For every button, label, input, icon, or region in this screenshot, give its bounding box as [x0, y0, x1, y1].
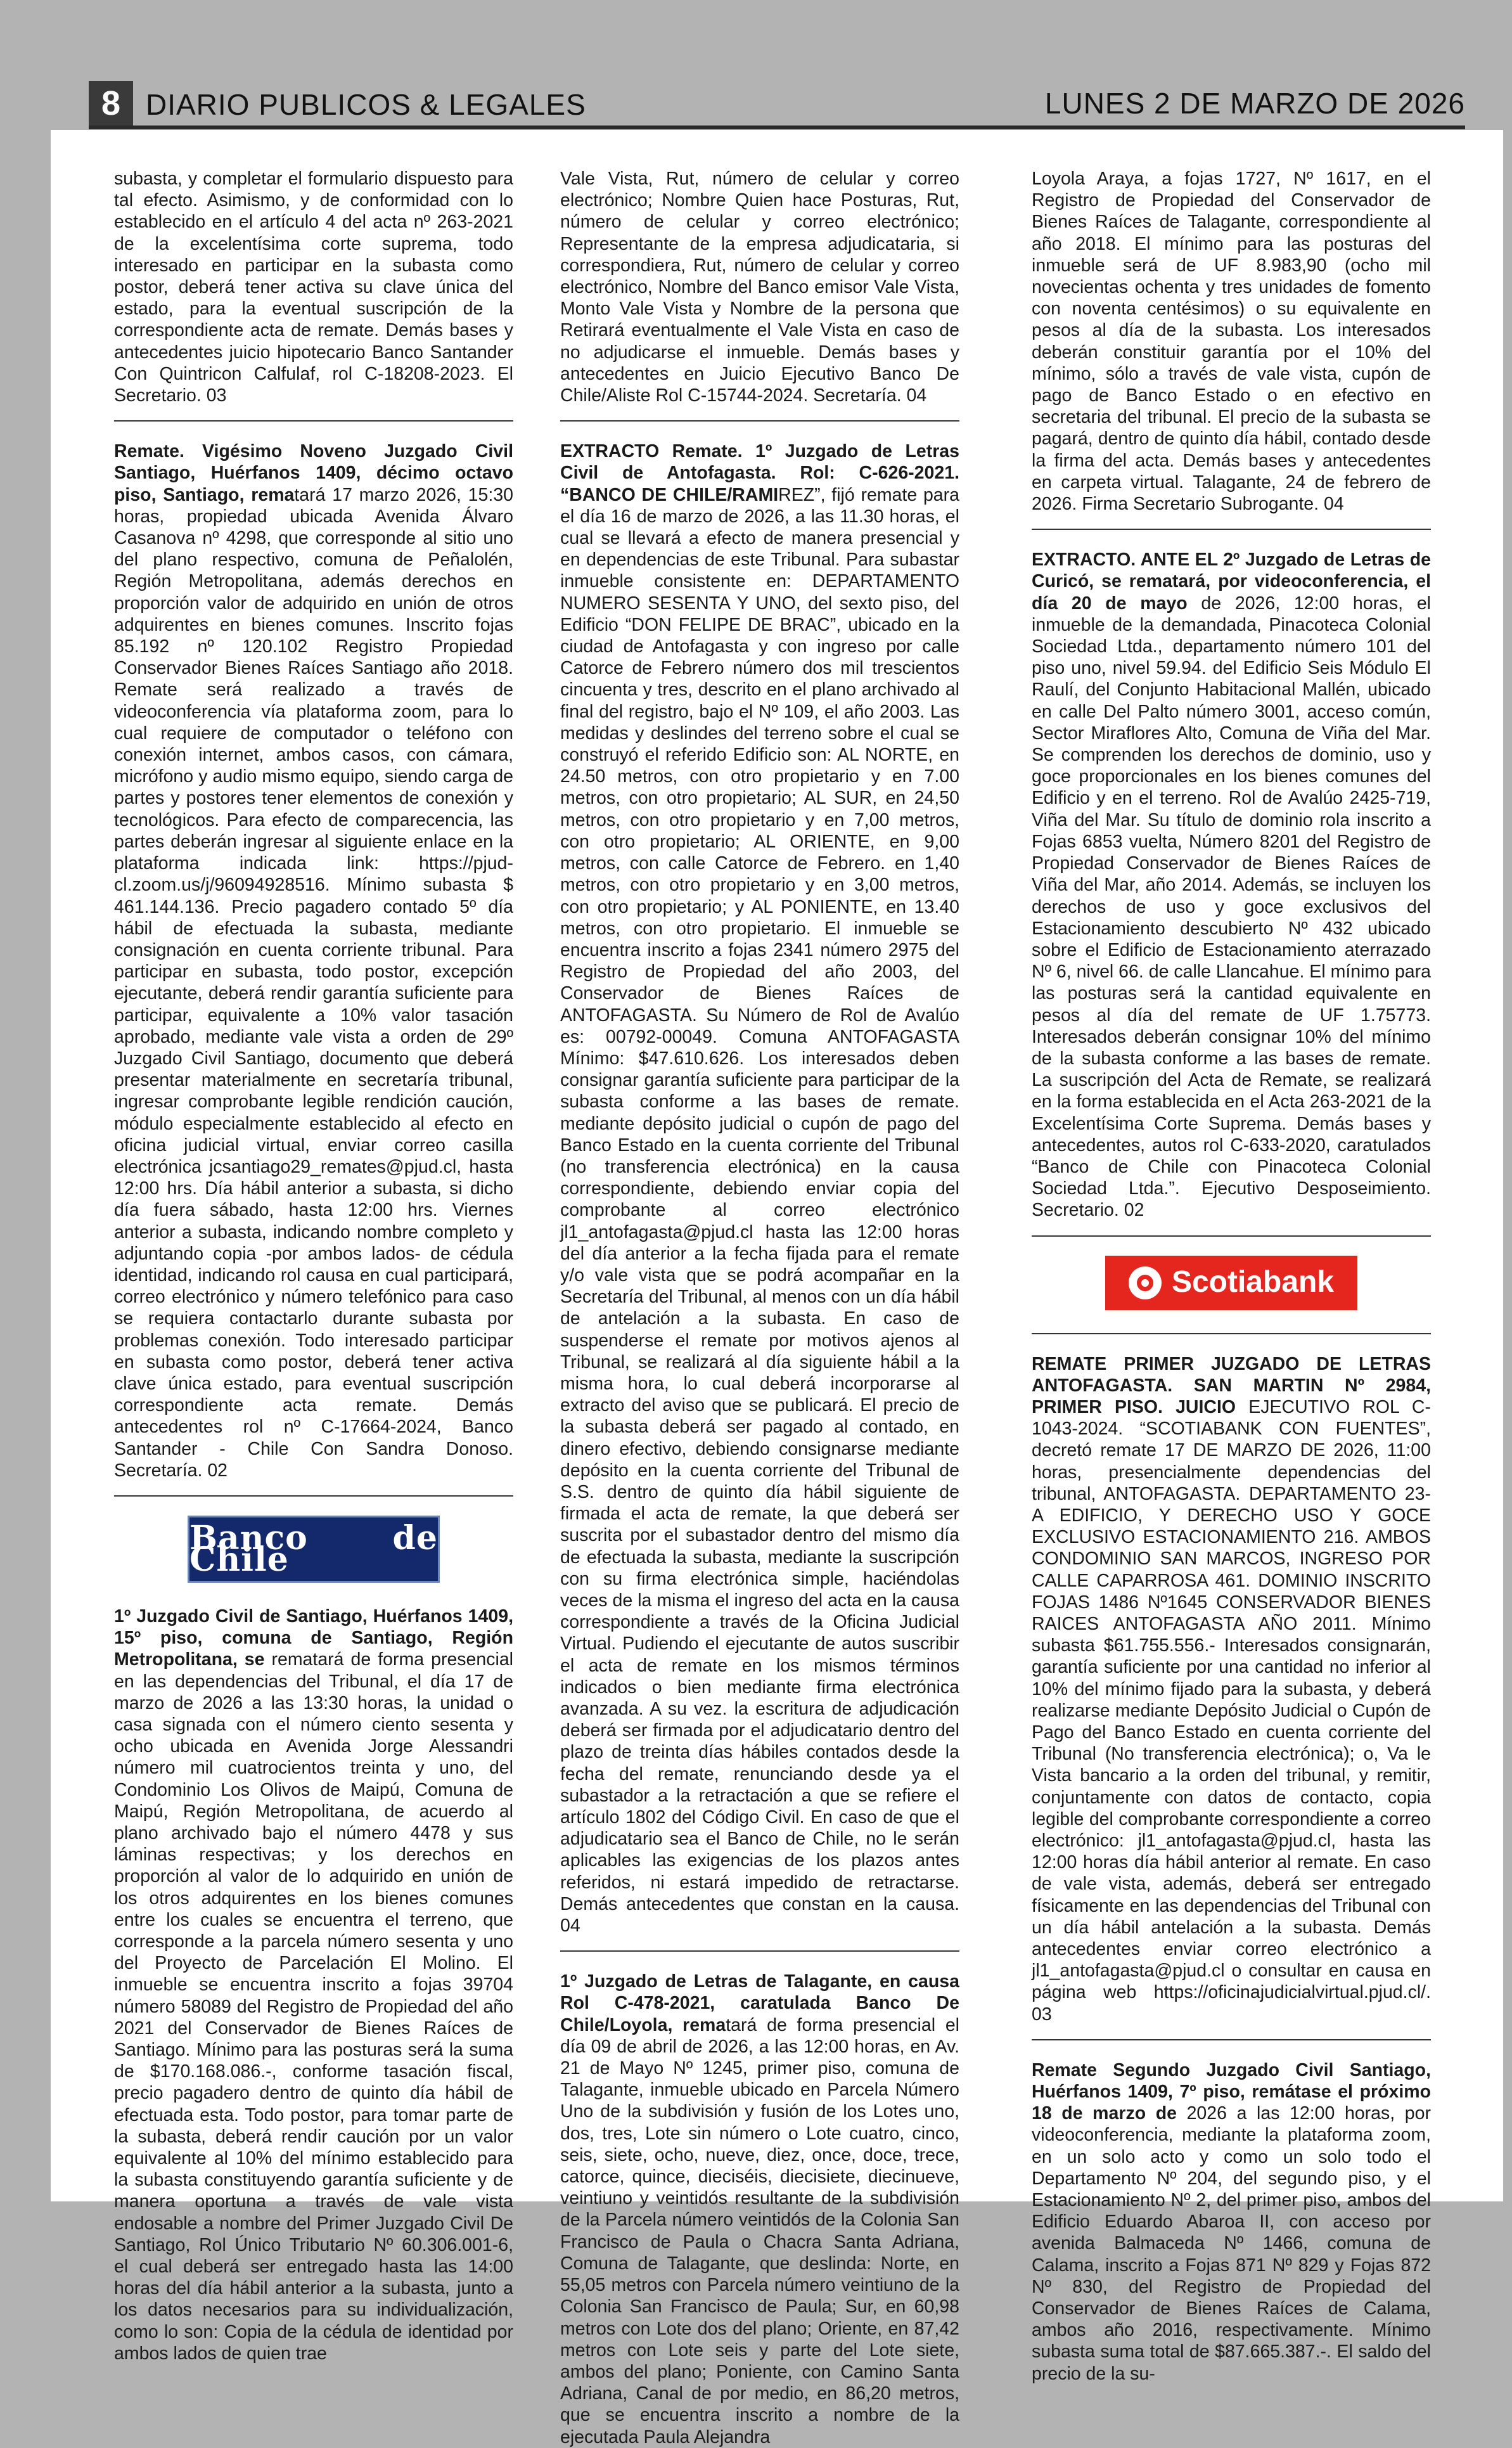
- banco-de-chile-logo-text: Banco de Chile: [189, 1518, 438, 1579]
- notice-extracto-curico: [1032, 549, 1431, 1221]
- notice-divider: [1032, 1333, 1431, 1334]
- notice-heading: 1º Juzgado de Letras de Talagante, en causa Rol C-478-2021, caratulada Banco De Chile/Loyola, rema: [560, 1971, 959, 2035]
- issue-date: LUNES 2 DE MARZO DE 2026: [1044, 87, 1465, 120]
- notice-continuation: subasta, y completar el formulario dispuesto para tal efecto. Asimismo, y de conformidad con lo establecido en el artículo 4 del acta nº 263-2021 de la excelentísima corte suprema, todo interesado en participar en la subasta como postor, deberá tener activa su clave única del estado, para la eventual suscripción de la correspondiente acta de remate. Demás bases y antecedentes juicio hipotecario Banco Santander Con Quintricon Calfulaf, rol C-18208-2023. El Secretario. 03: [114, 169, 513, 406]
- notice-heading: Remate. Vigésimo Noveno Juzgado Civil Santiago, Huérfanos 1409, décimo octavo piso, Santiago, rema: [114, 441, 513, 505]
- notice-divider: [1032, 529, 1431, 530]
- notice-extracto-antofagasta: [560, 441, 959, 1936]
- notice-divider: [1032, 2039, 1431, 2040]
- notice-remate-antofagasta-scotiabank: [1032, 1353, 1431, 2025]
- page-header: [89, 81, 1465, 126]
- newspaper-sheet: [51, 130, 1503, 2447]
- notice-divider: [560, 420, 959, 422]
- notice-body: rematará de forma presencial en las dependencias del Tribunal, el día 17 de marzo de 2026 a las 13:30 horas, la unidad o casa signada con el número ciento sesenta y ocho ubicada en Avenida Jorge Alessandri número mil cuatrocientos treinta y uno, del Condominio Los Olivos de Maipú, Comuna de Maipú, Región Metropolitana, de acuerdo al plano archivado bajo el número 4478 y sus láminas respectivas; y los derechos en proporción al valor de lo adquirido en unión de los otros adquirentes en los bienes comunes entre los cuales se encuentra el terreno, que corresponde a la parcela número sesenta y uno del Proyecto de Parcelación El Molino. El inmueble se encuentra inscrito a fojas 39704 número 58089 del Registro de Propiedad del año 2021 del Conservador de Bienes Raíces de Santiago. Mínimo para las posturas será la suma de $170.168.086.-, conforme tasación fiscal, precio pagadero dentro de quinto día hábil de efectuada esta. Todo postor, para tomar parte de la subasta, deberá rendir caución por un valor equivalente al 10% del mínimo establecido para la subasta constituyendo garantía suficiente y de manera oportuna a través de vale vista endosable a nombre del Primer Juzgado Civil De Santiago, Rol Único Tributario Nº 60.306.001-6, el cual deberá ser entregado hasta las 14:00 horas del día hábil anterior a la subasta, junto a los datos necesarios para su individualización, como lo son: Copia de la cédula de identidad por ambos lados de quien trae: [114, 1649, 514, 2364]
- notice-continuation: Loyola Araya, a fojas 1727, Nº 1617, en el Registro de Propiedad del Conservador de Bienes Raíces de Talagante, correspondiente al año 2018. El mínimo para las posturas del inmueble será de UF 8.983,90 (ocho mil novecientas ochenta y tres unidades de fomento con noventa centésimos) o su equivalente en pesos al día de la subasta. Los interesados deberán constituir garantía por el 10% del mínimo, sólo a través de vale vista, cupón de pago de Banco Estado o en efectivo en secretaria del tribunal. El precio de la subasta se pagará, dentro de quinto día hábil, contado desde la firma del acta. Demás bases y antecedentes en carpeta virtual. Talagante, 24 de febrero de 2026. Firma Secretario Subrogante. 04: [1032, 169, 1431, 515]
- notice-talagante: [560, 1971, 959, 2447]
- notice-body: EJECUTIVO ROL C-1043-2024. “SCOTIABANK CON FUENTES”, decretó remate 17 DE MARZO DE 2026, 11:00 horas, presencialmente dependencias del tribunal, ANTOFAGASTA. DEPARTAMENTO 23-A EDIFICIO, Y DERECHO USO Y GOCE EXCLUSIVO ESTACIONAMIENTO 216. AMBOS CONDOMINIO SAN MARCOS, INGRESO POR CALLE CAPARROSA 461. DOMINIO INSCRITO FOJAS 1486 Nº1645 CONSERVADOR BIENES RAICES ANTOFAGASTA AÑO 2011. Mínimo subasta $61.755.556.- Interesados consignarán, garantía suficiente por una cantidad no inferior al 10% del mínimo fijado para la subasta, y deberá realizarse mediante Depósito Judicial o Cupón de Pago del Banco Estado en cuenta corriente del Tribunal (No transferencia electrónica); o, Va le Vista bancario a la orden del tribunal, y remitir, conjuntamente con datos de contacto, copia legible del comprobante correspondiente a correo electrónico: jl1_antofagasta@pjud.cl, hasta las 12:00 horas día hábil anterior al remate. En caso de vale vista, además, deberá ser entregado físicamente en las dependencias del Tribunal con un día hábil antelación a la subasta. Demás antecedentes enviar correo electrónico a jl1_antofagasta@pjud.cl o consultar en causa en página web https://oficinajudicialvirtual.pjud.cl/. 03: [1032, 1396, 1431, 2025]
- scotiabank-mark-icon: [1129, 1266, 1162, 1299]
- notice-divider: [1032, 1235, 1431, 1237]
- notice-heading: EXTRACTO. ANTE EL 2º Juzgado de Letras de Curicó, se rematará, por videoconferencia, el día 20 de mayo: [1032, 550, 1431, 614]
- column-3: [1032, 168, 1431, 2385]
- scotiabank-logo-row: [1032, 1256, 1431, 1310]
- notice-continuation: Vale Vista, Rut, número de celular y correo electrónico; Nombre Quien hace Posturas, Rut, número de celular y correo electrónico; Representante de la empresa adjudicataria, si correspondiera, Rut, número de celular y correo electrónico, Nombre del Banco emisor Vale Vista, Monto Vale Vista y Nombre de la persona que Retirará eventualmente el Vale Vista en caso de no adjudicarse el inmueble. Demás bases y antecedentes en Juicio Ejecutivo Banco De Chile/Aliste Rol C-15744-2024. Secretaría. 04: [560, 169, 959, 406]
- column-2: [560, 168, 959, 2448]
- banco-de-chile-logo: [188, 1516, 440, 1583]
- notice-1-juzgado-civil-santiago: [114, 1606, 513, 2364]
- notice-body: tará de forma presencial el día 09 de abril de 2026, a las 12:00 horas, en Av. 21 de Mayo Nº 1245, primer piso, comuna de Talagante, inmueble ubicado en Parcela Número Uno de la subdivisión y fusión de los Lotes uno, dos, tres, Lote sin número o Lote cuatro, cinco, seis, siete, ocho, nueve, diez, once, doce, trece, catorce, quince, dieciséis, diecisiete, diecinueve, veintiuno y veintidós resultante de la subdivisión de la Parcela número veintidós de la Colonia San Francisco de Paula o Chacra Santa Adriana, Comuna de Talagante, que deslinda: Norte, en 55,05 metros con Parcela número veintiuno de la Colonia San Francisco de Paula; Sur, en 60,98 metros con Lote dos del plano; Oriente, en 87,42 metros con Lote seis y parte del Lote siete, ambos del plano; Poniente, con Camino Santa Adriana, Canal de por medio, en 86,20 metros, que se encuentra inscrito a nombre de la ejecutada Paula Alejandra: [560, 2014, 959, 2447]
- header-rule: [89, 126, 1465, 129]
- notice-heading: REMATE PRIMER JUZGADO DE LETRAS ANTOFAGASTA. SAN MARTIN Nº 2984, PRIMER PISO. JUICIO: [1032, 1353, 1431, 1417]
- notice-body: 2026 a las 12:00 horas, por videoconferencia, mediante la plataforma zoom, en un solo acto y como un solo todo el Departamento Nº 204, del segundo piso, y el Estacionamiento Nº 2, del primer piso, ambos del Edificio Eduardo Abaroa II, con acceso por avenida Balmaceda Nº 1466, comuna de Calama, inscrito a Fojas 871 Nº 829 y Fojas 872 Nº 830, del Registro de Propiedad del Conservador de Bienes Raíces de Calama, ambos año 2016, respectivamente. Mínimo subasta suma total de $87.665.387.-. El saldo del precio de la su-: [1032, 2103, 1431, 2384]
- notice-heading: EXTRACTO Remate. 1º Juzgado de Letras Civil de Antofagasta. Rol: C-626-2021. “BANCO DE CHILE/RAMI: [560, 441, 959, 505]
- notice-divider: [114, 420, 513, 422]
- notice-remate-29-juzgado: [114, 441, 513, 1481]
- notice-heading: Remate Segundo Juzgado Civil Santiago, Huérfanos 1409, 7º piso, remátase el próximo 18 de marzo de: [1032, 2059, 1431, 2124]
- column-1: [114, 168, 513, 2364]
- scotiabank-logo-text: Scotiabank: [1171, 1265, 1335, 1299]
- scotiabank-logo: [1105, 1256, 1357, 1310]
- notice-heading: 1º Juzgado Civil de Santiago, Huérfanos 1409, 15º piso, comuna de Santiago, Región Metropolitana, se: [114, 1606, 513, 1670]
- notice-body: tará 17 marzo 2026, 15:30 horas, propiedad ubicada Avenida Álvaro Casanova nº 4298, que corresponde al sitio uno del plano respectivo, comuna de Peñalolén, Región Metropolitana, además derechos en proporción valor de adquirido en unión de otros adquirentes en bienes comunes. Inscrito fojas 85.192 nº 120.102 Registro Propiedad Conservador Bienes Raíces Santiago año 2018. Remate será realizado a través de videoconferencia vía plataforma zoom, para lo cual requiere de computador o teléfono con conexión internet, ambos casos, con cámara, micrófono y audio mismo equipo, siendo carga de partes y postores tener elementos de conexión y tecnológicos. Para efecto de comparecencia, las partes deberán ingresar al siguiente enlace en la plataforma indicada link: https://pjud-cl.zoom.us/j/96094928516. Mínimo subasta $ 461.144.136. Precio pagadero contado 5º día hábil de efectuada la subasta, mediante consignación en cuenta corriente tribunal. Para participar en subasta, todo postor, excepción ejecutante, deberá rendir garantía suficiente para participar, equivalente a 10% valor tasación aprobado, mediante vale vista a orden de 29º Juzgado Civil Santiago, documento que deberá presentar materialmente en secretaría tribunal, ingresar comprobante legible rendición caución, módulo especialmente establecido al efecto en oficina judicial virtual, enviar correo casilla electrónica jcsantiago29_remates@pjud.cl, hasta 12:00 hrs. Día hábil anterior a subasta, si dicho día fuera sábado, hasta 12:00 hrs. Viernes anterior a subasta, indicando nombre completo y adjuntando copia -por ambos lados- de cédula identidad, indicando rol causa en cual participará, correo electrónico y número telefónico para caso se requiera contactarlo durante subasta por problemas conexión. Todo interesado participar en subasta como postor, deberá tener activa clave única estado, para eventual suscripción correspondiente acta remate. Demás antecedentes rol nº C-17664-2024, Banco Santander - Chile Con Sandra Donoso. Secretaría. 02: [114, 484, 513, 1481]
- notice-segundo-juzgado-civil: [1032, 2059, 1431, 2385]
- publication-title: DIARIO PUBLICOS & LEGALES: [146, 88, 586, 121]
- banco-de-chile-logo-row: [114, 1516, 513, 1583]
- notice-divider: [560, 1950, 959, 1952]
- notice-body: REZ”, fijó remate para el día 16 de marzo de 2026, a las 11.30 horas, el cual se llevará a efecto de manera presencial y en dependencias de este Tribunal. Para subastar inmueble consistente en: DEPARTAMENTO NUMERO SESENTA Y UNO, del sexto piso, del Edificio “DON FELIPE DE BRAC”, ubicado en la ciudad de Antofagasta y con ingreso por calle Catorce de Febrero número dos mil trescientos cincuenta y tres, descrito en el plano archivado al final del registro, bajo el Nº 109, el año 2003. Las medidas y deslindes del terreno sobre el cual se construyó el referido Edificio son: AL NORTE, en 24.50 metros, con otro propietario y en 7.00 metros, con otro propietario; AL SUR, en 24,50 metros, con otro propietario y en 7,00 metros, con otro propietario; AL ORIENTE, en 9,00 metros, con calle Catorce de Febrero. en 1,40 metros, con otro propietario y en 3,00 metros, con otro propietario; y AL PONIENTE, en 13.40 metros, con otro propietario. El inmueble se encuentra inscrito a fojas 2341 número 2975 del Registro de Propiedad del año 2003, del Conservador de Bienes Raíces de ANTOFAGASTA. Su Número de Rol de Avalúo es: 00792-00049. Comuna ANTOFAGASTA Mínimo: $47.610.626. Los interesados deben consignar garantía suficiente para participar de la subasta conforme a las bases de remate. mediante depósito judicial o cupón de pago del Banco Estado en la cuenta corriente del Tribunal (no transferencia electrónica) en la causa correspondiente, debiendo enviar copia del comprobante al correo electrónico jl1_antofagasta@pjud.cl hasta las 12:00 horas del día anterior a la fecha fijada para el remate y/o vale vista que se podrá acompañar en la Secretaría del Tribunal, al menos con un día hábil de antelación a la subasta. En caso de suspenderse el remate por motivos ajenos al Tribunal, se realizará al día siguiente hábil a la misma hora, lo cual deberá incorporarse al extracto del aviso que se publicará. El precio de la subasta deberá ser pagado al contado, en dinero efectivo, debiendo consignarse mediante depósito en la cuenta corriente del Tribunal de S.S. dentro de quinto día hábil siguiente de firmada el acta de remate, la que deberá ser suscrita por el subastador dentro del mismo día de efectuada la subasta, mediante la suscripción con su firma electrónica simple, haciéndolas veces de la misma el ingreso del acta en la causa correspondiente a través de la Oficina Judicial Virtual. Pudiendo el ejecutante de autos suscribir el acta de remate en los mismos términos indicados o bien mediante firma electrónica avanzada. A su vez. la escritura de adjudicación deberá ser firmada por el adjudicatario dentro del plazo de treinta días hábiles contados desde la fecha del remate, renunciando desde ya el subastador a la retractación a que se refiere el artículo 1802 del Código Civil. En caso de que el adjudicatario sea el Banco de Chile, no le serán aplicables las exigencias de los plazos antes referidos, ni estará impedido de retractarse. Demás antecedentes que constan en la causa. 04: [560, 484, 959, 1936]
- notice-body: de 2026, 12:00 horas, el inmueble de la demandada, Pinacoteca Colonial Sociedad Ltda., departamento número 101 del piso uno, nivel 59.94. del Edificio Seis Módulo El Raulí, del Conjunto Habitacional Mallén, ubicado en calle Del Palto número 3001, acceso común, Sector Miraflores Alto, Comuna de Viña del Mar. Se comprenden los derechos de dominio, uso y goce proporcionales en los bienes comunes del Edificio y en el terreno. Rol de Avalúo 2425-719, Viña del Mar. Su título de dominio rola inscrito a Fojas 6853 vuelta, Número 8201 del Registro de Propiedad Conservador de Bienes Raíces de Viña del Mar, año 2014. Además, se incluyen los derechos de uso y goce exclusivos del Estacionamiento descubierto Nº 432 ubicado sobre el Edificio de Estacionamiento aterrazado Nº 6, nivel 66. de calle Llancahue. El mínimo para las posturas será la cantidad equivalente en pesos al día del remate de UF 1.75773. Interesados deberán consignar 10% del mínimo de la subasta conforme a las bases de remate. La suscripción del Acta de Remate, se realizará en la forma establecida en el Acta 263-2021 de la Excelentísima Corte Suprema. Demás bases y antecedentes, autos rol C-633-2020, caratulados “Banco de Chile con Pinacoteca Colonial Sociedad Ltda.”. Ejecutivo Desposeimiento. Secretario. 02: [1032, 593, 1431, 1221]
- page-number: 8: [89, 81, 133, 126]
- notice-divider: [114, 1495, 513, 1497]
